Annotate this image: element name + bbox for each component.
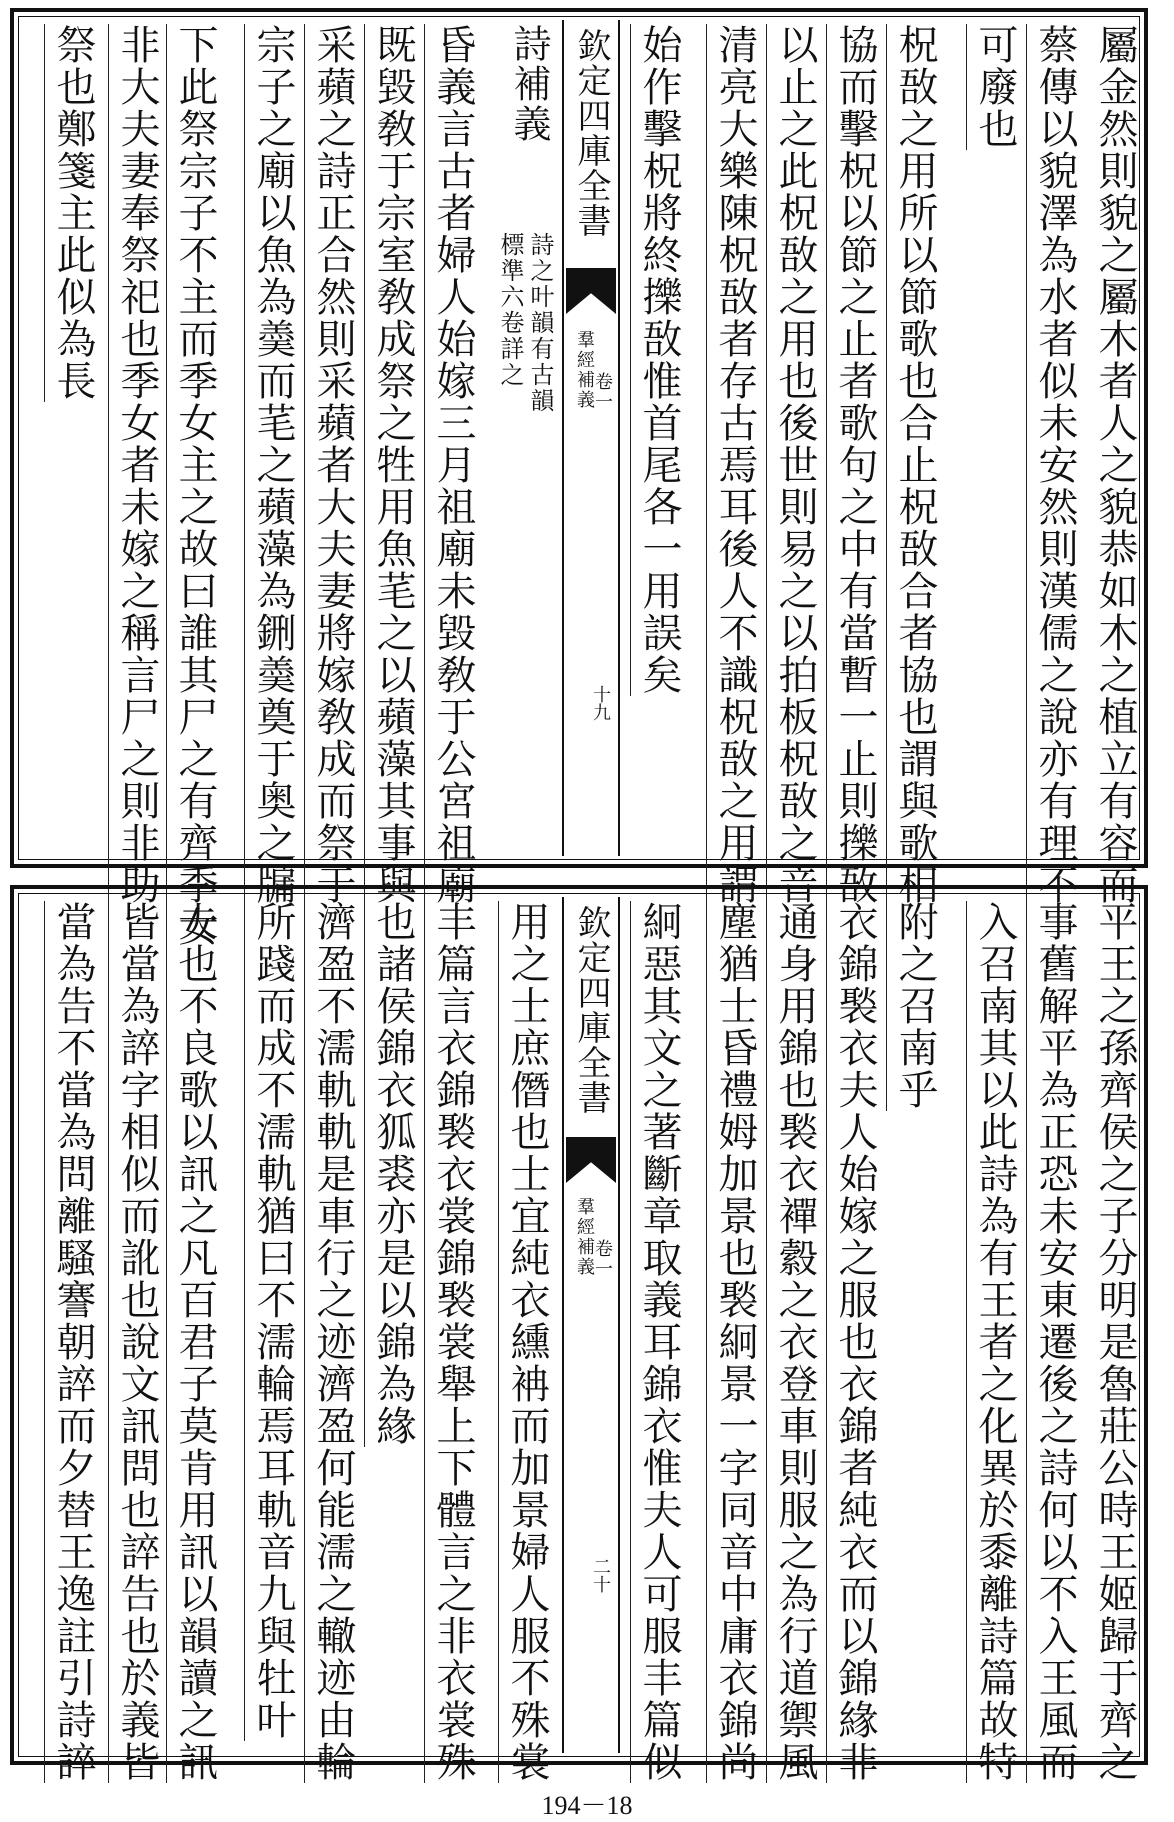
text-column: 柷敔之用所以節歌也合止柷敔合者協也謂與歌相 bbox=[886, 24, 944, 906]
center-title: 欽定四庫全書 bbox=[571, 28, 611, 238]
leaf-number: 二十 bbox=[590, 1557, 611, 1593]
text-column: 也諸侯錦衣狐裘亦是以錦為緣 bbox=[364, 901, 422, 1447]
text-column: 祭也鄭箋主此似為長 bbox=[44, 24, 102, 402]
text-column: 蔡傳以貌澤為水者似未安然則漢儒之說亦有理不 bbox=[1026, 24, 1084, 906]
text-column: 丰篇言衣錦褧衣裳錦褧裳舉上下體言之非衣裳殊 bbox=[424, 901, 482, 1783]
note-column: 詩之叶韻有古韻 bbox=[526, 232, 554, 414]
leaf-number: 十九 bbox=[590, 685, 611, 721]
center-strip bbox=[562, 897, 620, 1753]
text-column: 宗子之廟以魚為羮而芼之蘋藻為鉶羮奠于奥之牖 bbox=[244, 24, 302, 906]
text-column: 始作擊柷將終擽敔惟首尾各一用誤矣 bbox=[630, 24, 688, 696]
center-strip bbox=[562, 20, 620, 856]
text-column: 附之召南乎 bbox=[886, 901, 944, 1111]
text-column: 協而擊柷以節之止者歌句之中有當暫一止則擽敔 bbox=[826, 24, 884, 906]
text-column: 可廢也 bbox=[966, 24, 1024, 150]
center-volume: 卷一 bbox=[592, 1239, 613, 1279]
text-column: 所踐而成不濡軌猶曰不濡輪焉耳軌音九與牡叶 bbox=[244, 901, 302, 1741]
text-column: 衣錦褧衣夫人始嫁之服也衣錦者純衣而以錦緣非 bbox=[826, 901, 884, 1783]
text-column: 采蘋之詩正合然則采蘋者大夫妻將嫁敎成而祭于 bbox=[304, 24, 362, 906]
text-column: 濟盈不濡軌軌是車行之迹濟盈何能濡之轍迹由輪 bbox=[304, 901, 362, 1783]
text-column: 既毀敎于宗室敎成祭之牲用魚芼之以蘋藻其事與 bbox=[364, 24, 422, 906]
center-book-title: 羣經補義 bbox=[574, 1197, 595, 1277]
text-column: 皆當為誶字相似而訛也說文訊問也誶告也於義皆 bbox=[108, 901, 166, 1783]
text-column: 以止之此柷敔之用也後世則易之以拍板柷敔之音 bbox=[766, 24, 824, 906]
center-book-title: 羣經補義 bbox=[574, 330, 595, 410]
text-column: 通身用錦也褧衣襌縠之衣登車則服之為行道禦風 bbox=[766, 901, 824, 1783]
text-column: 非大夫妻奉祭祀也季女者未嫁之稱言尸之則非助 bbox=[108, 24, 166, 906]
text-column: 塵猶士昏禮姆加景也褧絅景一字同音中庸衣錦尚 bbox=[706, 901, 764, 1783]
text-column: 昏義言古者婦人始嫁三月祖廟未毀敎于公宮祖廟 bbox=[424, 24, 482, 906]
fish-tail-mark bbox=[566, 1137, 616, 1183]
text-column: 當為告不當為問離騷謇朝誶而夕替王逸註引詩誶 bbox=[44, 901, 102, 1783]
text-column: 清亮大樂陳柷敔者存古焉耳後人不識柷敔之用謂 bbox=[706, 24, 764, 906]
page-number: 194－18 bbox=[541, 1791, 633, 1820]
text-column: 絅惡其文之著斷章取義耳錦衣惟夫人可服丰篇似 bbox=[630, 901, 688, 1783]
text-column: 平王之孫齊侯之子分明是魯莊公時王姬歸于齊之 bbox=[1092, 901, 1138, 1783]
text-column: 夫也不良歌以訊之凡百君子莫肯用訊以韻讀之訊 bbox=[166, 901, 224, 1783]
center-volume: 卷一 bbox=[592, 372, 613, 412]
text-column: 事舊解平為正恐未安東遷後之詩何以不入王風而 bbox=[1026, 901, 1084, 1783]
section-heading: 詩補義 bbox=[507, 24, 551, 144]
text-column: 屬金然則貌之屬木者人之貌恭如木之植立有容而 bbox=[1092, 24, 1138, 906]
fish-tail-mark bbox=[566, 268, 616, 314]
note-column: 標準六卷詳之 bbox=[496, 232, 524, 388]
text-column: 用之士庶僭也士宜純衣纁袡而加景婦人服不殊裳 bbox=[498, 901, 556, 1783]
text-column: 入召南其以此詩為有王者之化異於黍離詩篇故特 bbox=[966, 901, 1024, 1783]
bottom-half-page bbox=[10, 885, 1148, 1783]
center-title: 欽定四庫全書 bbox=[571, 905, 611, 1115]
top-half-page bbox=[10, 8, 1148, 948]
text-column: 下此祭宗子不主而季女主之故曰誰其尸之有齊季女 bbox=[166, 24, 224, 948]
